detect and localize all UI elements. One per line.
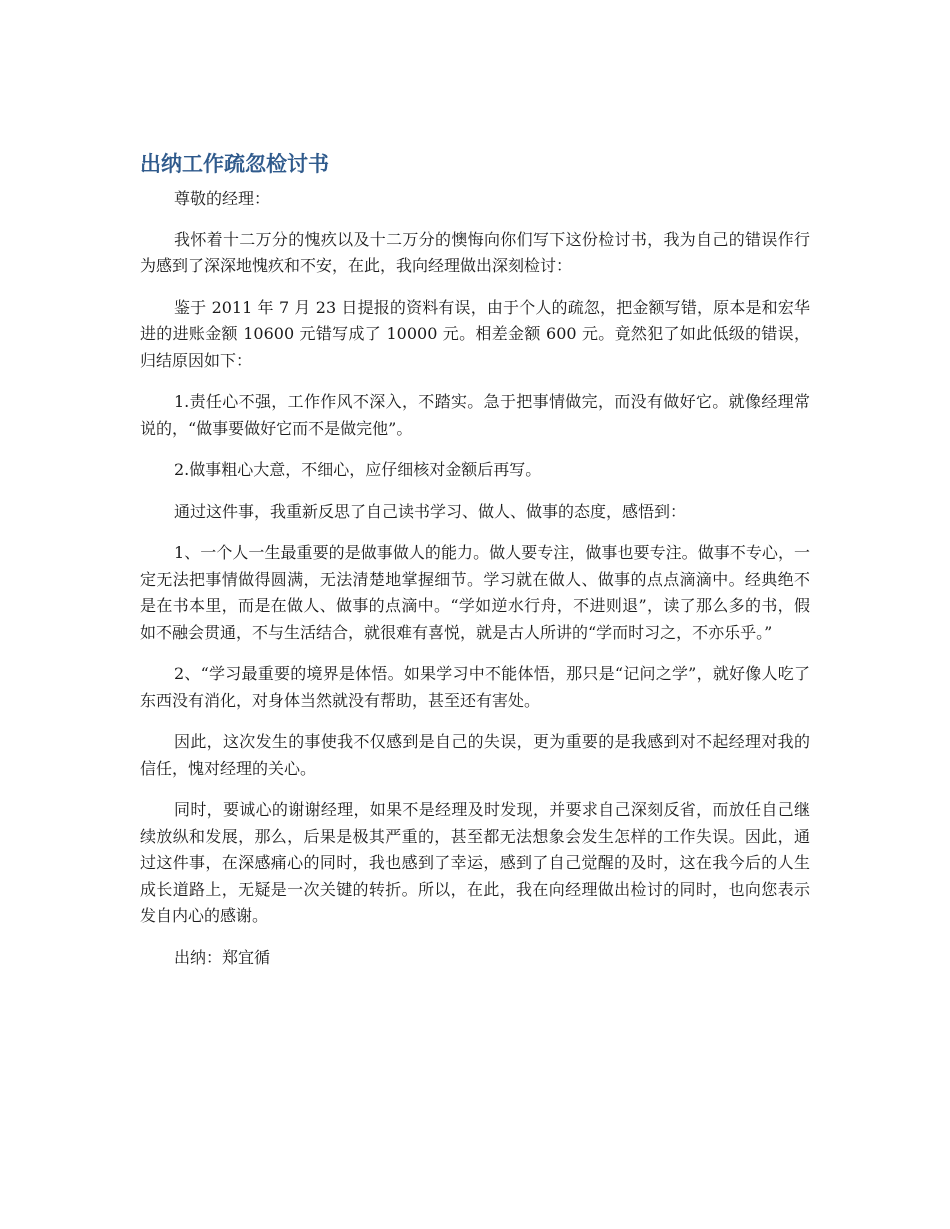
paragraph-reflection: 通过这件事，我重新反思了自己读书学习、做人、做事的态度，感悟到： (174, 501, 687, 521)
paragraph-insight-2: 2、“学习最重要的境界是体悟。如果学习中不能体悟，那只是“记问之学”，就好像人吃了东西没有消化，对身体当然就没有帮助，甚至还有害处。 (140, 664, 810, 710)
signature: 出纳：郑宜循 (174, 947, 271, 967)
paragraph-insight-1: 1、一个人一生最重要的是做事做人的能力。做人要专注，做事也要专注。做事不专心，一定无法把事情做得圆满，无法清楚地掌握细节。学习就在做人、做事的点点滴滴中。经典绝不是在书本里，而是在做人、做事的点滴中。“学如逆水行舟，不进则退”，读了那么多的书，假如不融会贯通，不与生活结合，就很难有喜悦，就是古人所讲的“学而时习之，不亦乐乎。” (140, 543, 810, 642)
paragraph-apology: 因此，这次发生的事使我不仅感到是自己的失误，更为重要的是我感到对不起经理对我的信任，愧对经理的关心。 (140, 732, 810, 778)
document-title: 出纳工作疏忽检讨书 (140, 152, 329, 176)
paragraph-reason-2: 2.做事粗心大意，不细心，应仔细核对金额后再写。 (174, 460, 542, 479)
document-page (140, 148, 810, 986)
paragraph-thanks: 同时，要诚心的谢谢经理，如果不是经理及时发现，并要求自己深刻反省，而放任自己继续放纵和发展，那么，后果是极其严重的，甚至都无法想象会发生怎样的工作失误。因此，通过这件事，在深感痛心的同时，我也感到了幸运，感到了自己觉醒的及时，这在我今后的人生成长道路上，无疑是一次关键的转折。所以，在此，我在向经理做出检讨的同时，也向您表示发自内心的感谢。 (140, 800, 810, 925)
salutation: 尊敬的经理： (174, 189, 271, 208)
paragraph-intro: 我怀着十二万分的愧疚以及十二万分的懊悔向你们写下这份检讨书，我为自己的错误作行为感到了深深地愧疚和不安，在此，我向经理做出深刻检讨： (140, 229, 810, 275)
paragraph-reason-1: 1.责任心不强，工作作风不深入，不踏实。急于把事情做完，而没有做好它。就像经理常说的，“做事要做好它而不是做完他”。 (140, 392, 810, 438)
paragraph-incident: 鉴于 2011 年 7 月 23 日提报的资料有误，由于个人的疏忽，把金额写错，原本是和宏华进的进账金额 10600 元错写成了 10000 元。相差金额 600 元。竟然犯了如此低级的错误，归结原因如下： (140, 297, 810, 370)
